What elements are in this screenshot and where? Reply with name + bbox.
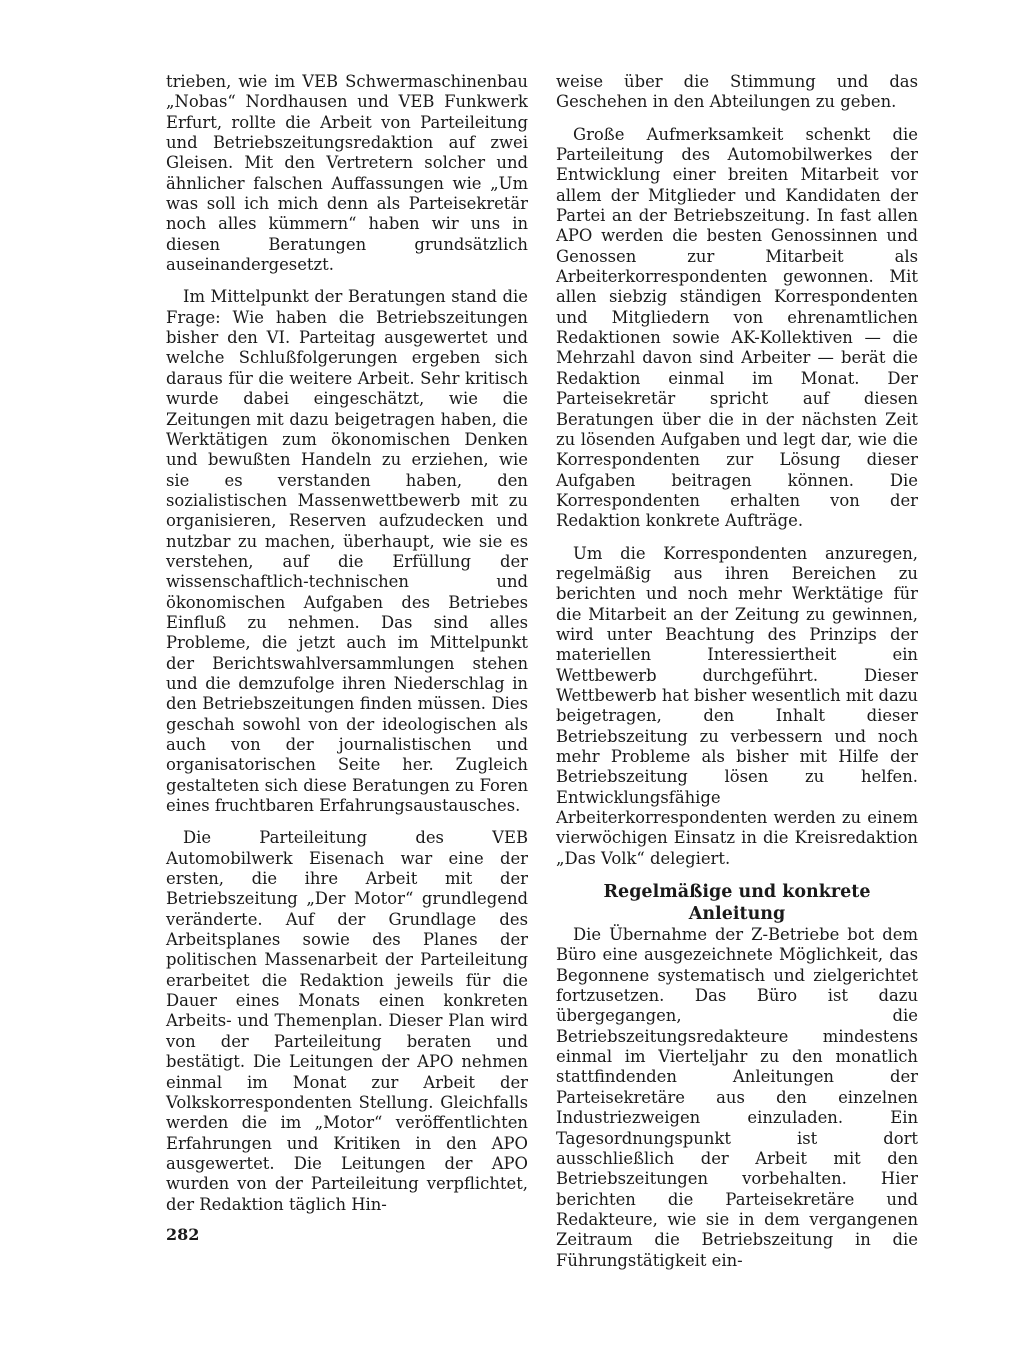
paragraph: Die Parteileitung des VEB Automobilwerk Eisenach war eine der ersten, die ihre Arbeit mit der Betriebszeitung „Der Motor“ grundlegend veränderte. Auf der Grundlage des Arbeitsplanes sowie des Planes der politischen Massenarbeit der Parteileitung erarbeitet die Redaktion jeweils für die Dauer eines Monats einen konkreten Arbeits- und Themenplan. Dieser Plan wird von der Parteileitung beraten und bestätigt. Die Leitungen der APO nehmen einmal im Monat zur Arbeit der Volkskorrespondenten Stellung. Gleichfalls werden die im „Motor“ veröffentlichten Erfahrungen und Kritiken in den APO ausgewertet. Die Leitungen der APO wurden von der Parteileitung verpflichtet, der Redaktion täglich Hin- xyxy=(166,828,528,1214)
paragraph: Große Aufmerksamkeit schenkt die Parteileitung des Automobilwerkes der Entwicklung einer breiten Mitarbeit vor allem der Mitglieder und Kandidaten der Partei an der Betriebszeitung. In fast allen APO werden die besten Genossinnen und Genossen zur Mitarbeit als Arbeiterkorrespondenten gewonnen. Mit allen siebzig ständigen Korrespondenten und Mitgliedern von ehrenamtlichen Redaktionen sowie AK-Kollektiven — die Mehrzahl davon sind Arbeiter — berät die Redaktion einmal im Monat. Der Parteisekretär spricht auf diesen Beratungen über die in der nächsten Zeit zu lösenden Aufgaben und legt dar, wie die Korrespondenten zur Lösung dieser Aufgaben beitragen können. Die Korrespondenten erhalten von der Redaktion konkrete Aufträge. xyxy=(556,124,918,531)
page-number: 282 xyxy=(166,1225,200,1244)
paragraph: Im Mittelpunkt der Beratungen stand die Frage: Wie haben die Betriebszeitungen bisher den VI. Parteitag ausgewertet und welche Schlußfolgerungen ergeben sich daraus für die weitere Arbeit. Sehr kritisch wurde dabei eingeschätzt, wie die Zeitungen mit dazu beigetragen haben, die Werktätigen zum ökonomischen Denken und bewußten Handeln zu erziehen, wie sie es verstanden haben, den sozialistischen Massenwettbewerb mit zu organisieren, Reserven aufzudecken und nutzbar zu machen, überhaupt, wie sie es verstehen, auf die Erfüllung der wissenschaftlich-technischen und ökonomischen Aufgaben des Betriebes Einfluß zu nehmen. Das sind alles Probleme, die jetzt auch im Mittelpunkt der Berichtswahlversammlungen stehen und die demzufolge ihren Niederschlag in den Betriebszeitungen finden müssen. Dies geschah sowohl von der ideologischen als auch von der journalistischen und organisatorischen Seite her. Zugleich gestalteten sich diese Beratungen zu Foren eines fruchtbaren Erfahrungsaustausches. xyxy=(166,287,528,816)
left-column xyxy=(166,72,528,1227)
right-column xyxy=(556,72,918,1283)
paragraph: Die Übernahme der Z-Betriebe bot dem Büro eine ausgezeichnete Möglichkeit, das Begonnene systematisch und zielgerichtet fortzusetzen. Das Büro ist dazu übergegangen, die Betriebszeitungsredakteure mindestens einmal im Vierteljahr zu den monatlich stattfindenden Anleitungen der Parteisekretäre aus den einzelnen Industriezweigen einzuladen. Ein Tagesordnungspunkt ist dort ausschließlich der Arbeit mit den Betriebszeitungen vorbehalten. Hier berichten die Parteisekretäre und Redakteure, wie sie in dem vergangenen Zeitraum die Betriebszeitung in die Führungstätigkeit ein- xyxy=(556,925,918,1270)
paragraph: Um die Korrespondenten anzuregen, regelmäßig aus ihren Bereichen zu berichten und noch mehr Werktätige für die Mitarbeit an der Zeitung zu gewinnen, wird unter Beachtung des Prinzips der materiellen Interessiertheit ein Wettbewerb durchgeführt. Dieser Wettbewerb hat bisher wesentlich mit dazu beigetragen, den Inhalt dieser Betriebszeitung zu verbessern und noch mehr Probleme als bisher mit Hilfe der Betriebszeitung lösen zu helfen. Entwicklungsfähige Arbeiterkorrespondenten werden zu einem vierwöchigen Einsatz in die Kreisredaktion „Das Volk“ delegiert. xyxy=(556,543,918,868)
section-heading xyxy=(556,881,918,925)
paragraph: weise über die Stimmung und das Geschehen in den Abteilungen zu geben. xyxy=(556,72,918,112)
section-heading-line-2: Anleitung xyxy=(688,904,786,925)
paragraph: trieben, wie im VEB Schwermaschinenbau „Nobas“ Nordhausen und VEB Funkwerk Erfurt, rollte die Arbeit von Parteileitung und Betriebszeitungsredaktion auf zwei Gleisen. Mit den Vertretern solcher und ähnlicher falschen Auffassungen wie „Um was soll ich mich denn als Parteisekretär noch alles kümmern“ haben wir uns in diesen Beratungen grundsätzlich auseinandergesetzt. xyxy=(166,72,528,275)
section-heading-line-1: Regelmäßige und konkrete xyxy=(603,882,871,903)
